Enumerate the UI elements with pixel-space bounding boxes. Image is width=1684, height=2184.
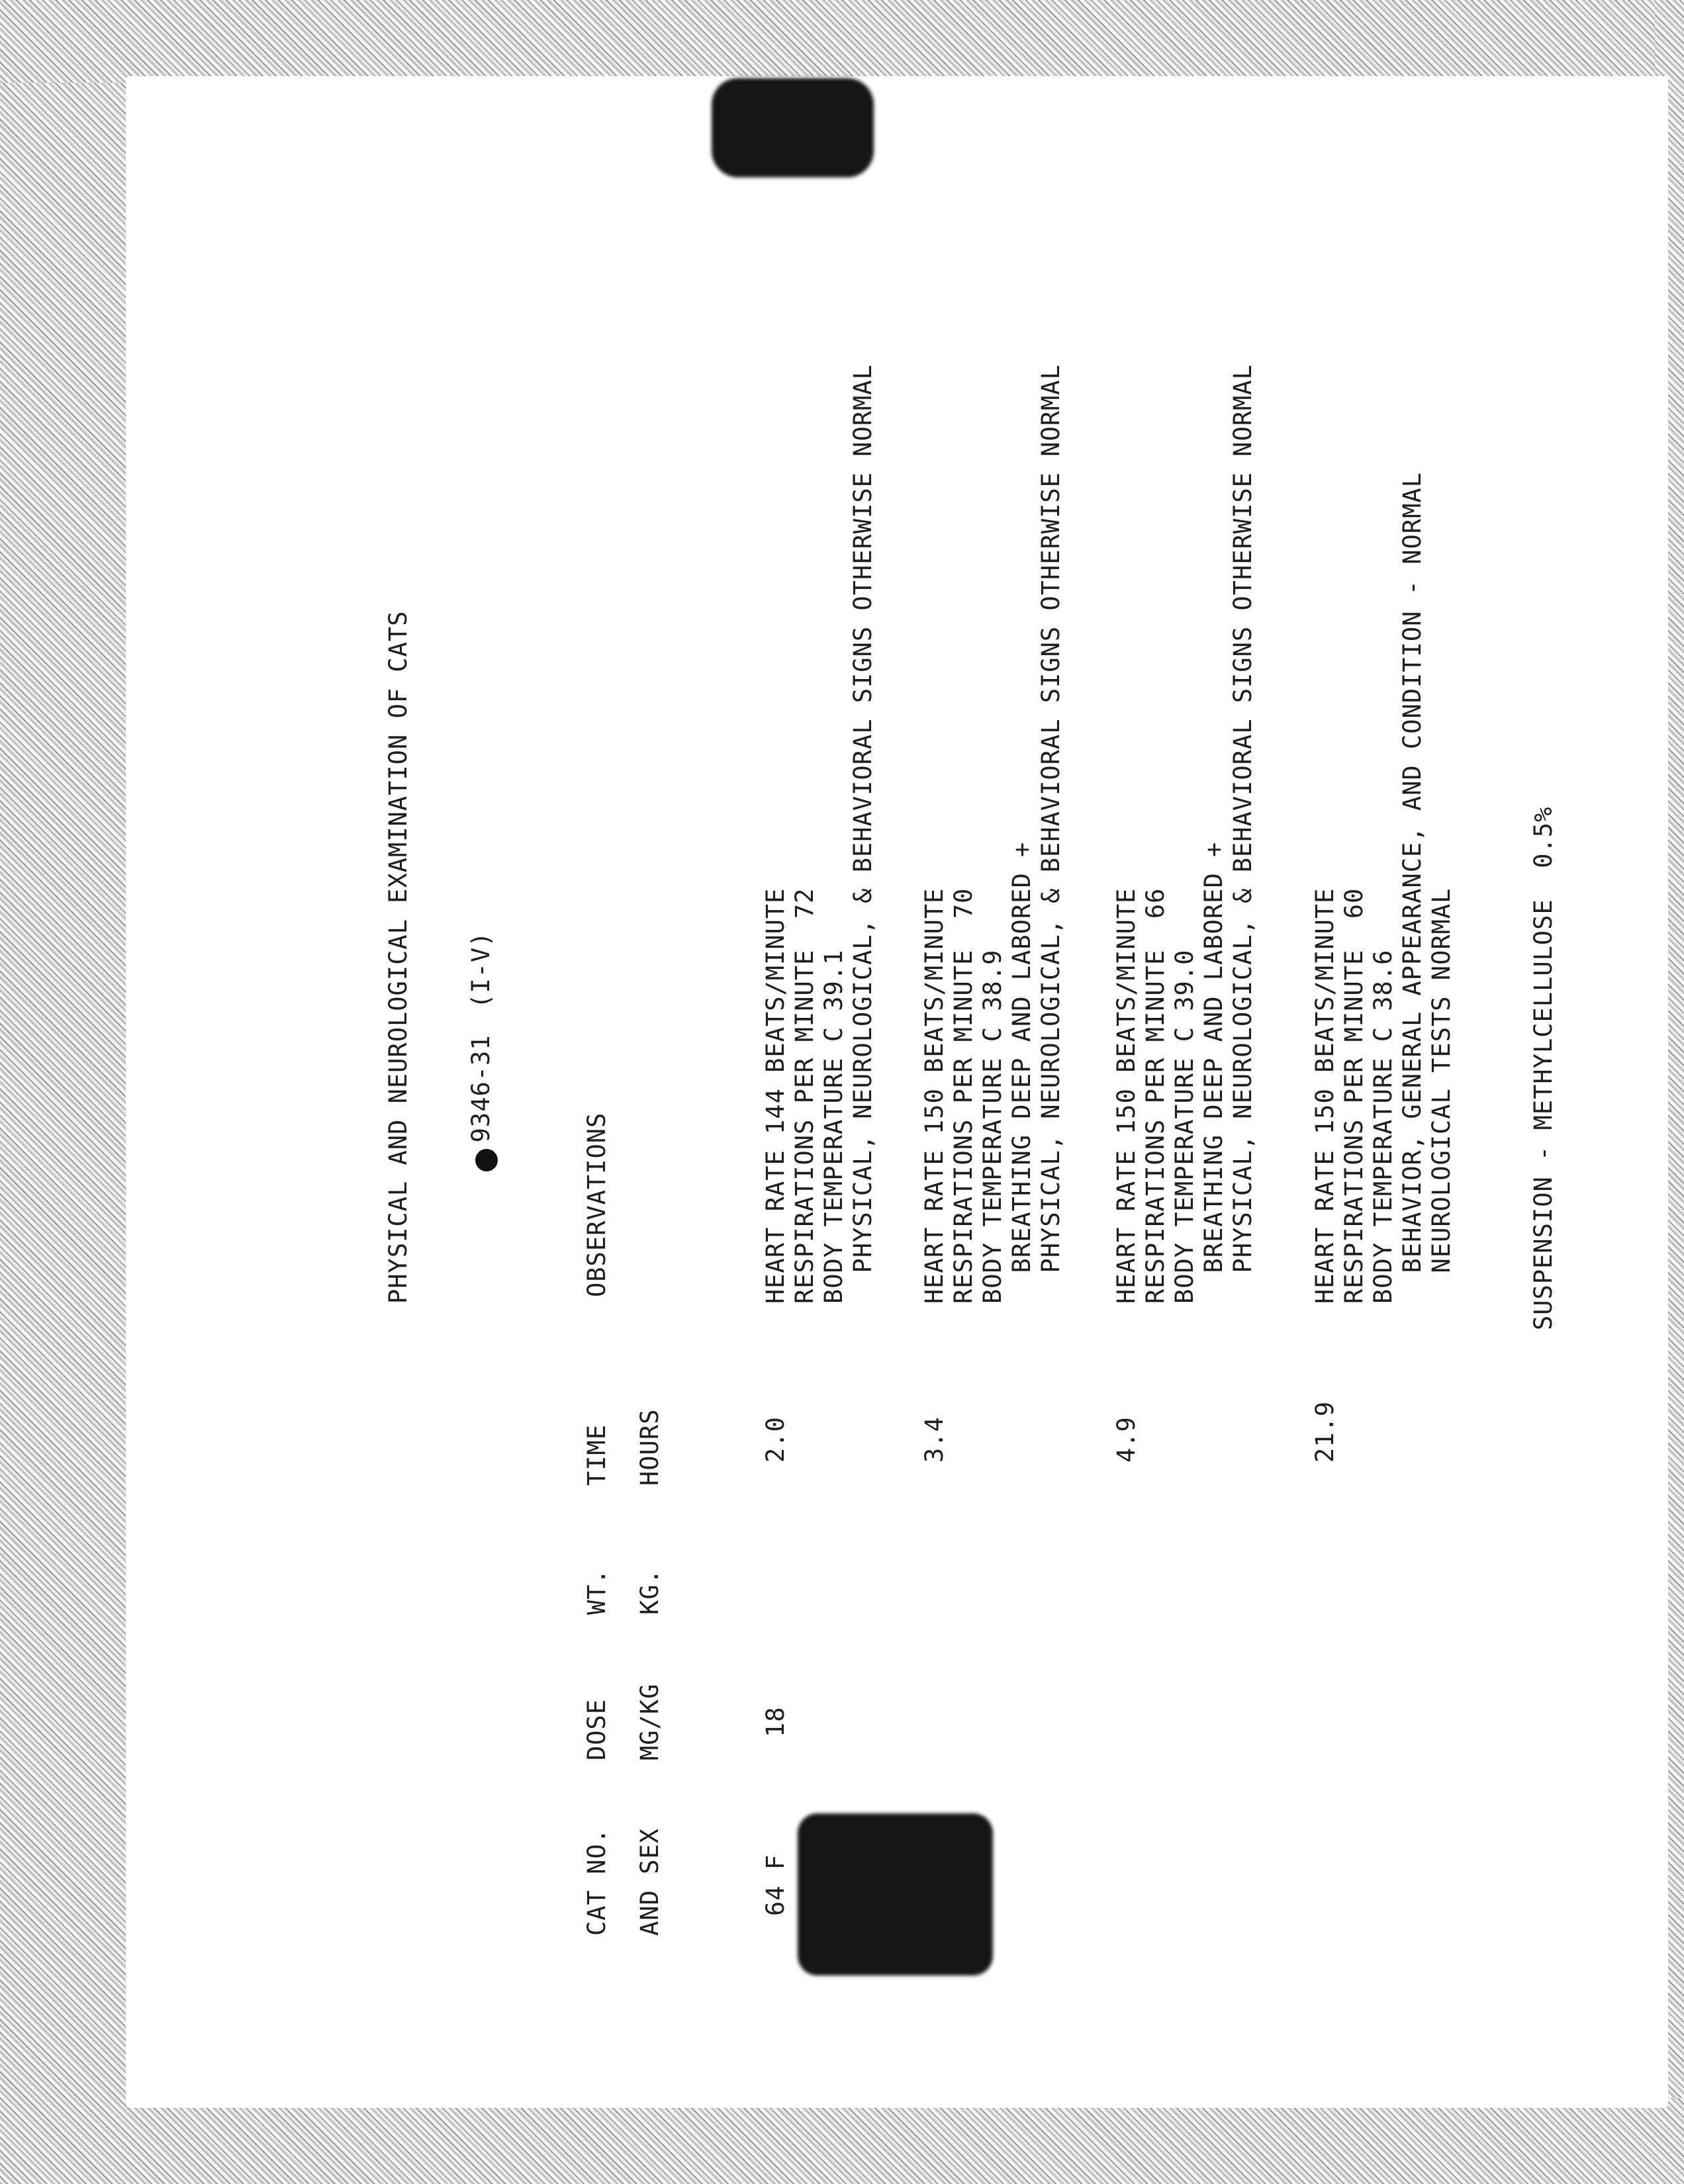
header-dose: DOSE xyxy=(583,1698,611,1760)
study-number: 9346-31 xyxy=(467,1034,495,1143)
cat-number-sex: 64 F xyxy=(761,1854,790,1916)
header-time: TIME xyxy=(583,1424,611,1486)
observation-line: HEART RATE 144 BEATS/MINUTE xyxy=(761,887,790,1304)
header-wt: WT. xyxy=(583,1569,611,1615)
observation-line: PHYSICAL, NEUROLOGICAL, & BEHAVIORAL SIGNS OTHERWISE NORMAL xyxy=(1229,364,1257,1304)
header-mg-kg: MG/KG xyxy=(635,1683,664,1760)
entry-observations xyxy=(761,364,878,1304)
observation-line: BODY TEMPERATURE C 39.1 xyxy=(819,949,848,1304)
entry-observations xyxy=(920,364,1066,1304)
observation-line: HEART RATE 150 BEATS/MINUTE xyxy=(920,887,949,1304)
header-and-sex: AND SEX xyxy=(635,1828,664,1936)
observation-line: BODY TEMPERATURE C 38.9 xyxy=(978,949,1007,1304)
header-hours: HOURS xyxy=(635,1408,664,1486)
observation-line: BODY TEMPERATURE C 39.0 xyxy=(1170,949,1199,1304)
entry-time: 4.9 xyxy=(1112,1416,1141,1463)
observation-line: HEART RATE 150 BEATS/MINUTE xyxy=(1311,887,1339,1304)
observation-line: RESPIRATIONS PER MINUTE 70 xyxy=(949,887,978,1304)
observation-line: RESPIRATIONS PER MINUTE 66 xyxy=(1141,887,1170,1304)
observation-line: BEHAVIOR, GENERAL APPEARANCE, AND CONDITION - NORMAL xyxy=(1398,472,1427,1304)
study-number-marker xyxy=(475,1149,498,1171)
observation-line: HEART RATE 150 BEATS/MINUTE xyxy=(1112,887,1141,1304)
cat-dose: 18 xyxy=(761,1706,790,1737)
entry-time: 21.9 xyxy=(1311,1400,1339,1463)
observation-line: RESPIRATIONS PER MINUTE 72 xyxy=(790,887,819,1304)
document-title: PHYSICAL AND NEUROLOGICAL EXAMINATION OF CATS xyxy=(384,610,412,1304)
observation-line: RESPIRATIONS PER MINUTE 60 xyxy=(1340,887,1368,1304)
observation-line: BODY TEMPERATURE C 38.6 xyxy=(1369,949,1397,1304)
observation-line: BREATHING DEEP AND LABORED + xyxy=(1199,841,1228,1304)
header-observations: OBSERVATIONS xyxy=(583,1112,611,1297)
study-id xyxy=(467,931,498,1171)
observation-line: BREATHING DEEP AND LABORED + xyxy=(1007,841,1036,1304)
observation-line: PHYSICAL, NEUROLOGICAL, & BEHAVIORAL SIGNS OTHERWISE NORMAL xyxy=(849,364,877,1304)
entry-observations xyxy=(1311,472,1456,1304)
entry-observations xyxy=(1112,364,1258,1304)
entry-time: 2.0 xyxy=(761,1416,790,1463)
suspension-note: SUSPENSION - METHYLCELLULOSE 0.5% xyxy=(1529,806,1558,1330)
observation-line: PHYSICAL, NEUROLOGICAL, & BEHAVIORAL SIGNS OTHERWISE NORMAL xyxy=(1037,364,1065,1304)
entry-time: 3.4 xyxy=(920,1416,949,1463)
header-cat-no: CAT NO. xyxy=(583,1828,611,1936)
header-kg: KG. xyxy=(635,1569,664,1615)
observation-line: NEUROLOGICAL TESTS NORMAL xyxy=(1427,887,1456,1304)
study-group: (I-V) xyxy=(467,931,495,1009)
